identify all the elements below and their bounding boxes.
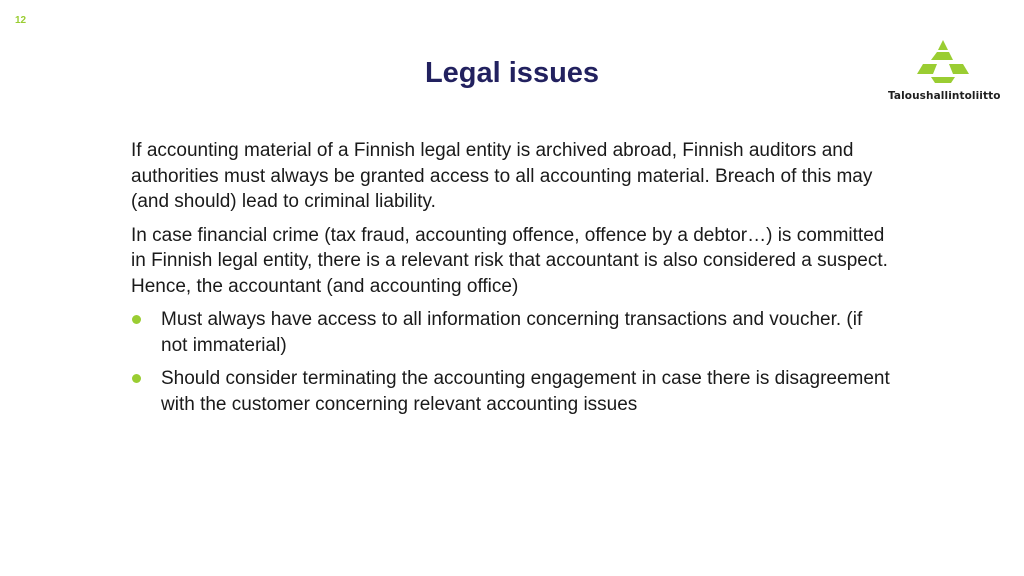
- body-paragraph: If accounting material of a Finnish legal entity is archived abroad, Finnish auditors and authorities must always be granted access to all accounting material. Breach of this may (and should) lead to criminal liability.: [131, 140, 873, 212]
- bullet-dot-icon: [132, 315, 141, 324]
- body-paragraph: In case financial crime (tax fraud, accounting offence, offence by a debtor…) is committed in Finnish legal entity, there is a relevant risk that accountant is also considered a suspect. Hence, the accountant (and accounting office): [131, 224, 888, 297]
- slide-body: [131, 138, 891, 425]
- bullet-list: [131, 307, 891, 417]
- slide-number: 12: [15, 15, 27, 26]
- logo-wordmark: Taloushallintoliitto: [888, 90, 1001, 102]
- taloushallintoliitto-logo-icon: [915, 38, 971, 84]
- bullet-text: Must always have access to all information concerning transactions and voucher. (if not immaterial): [161, 309, 863, 356]
- bullet-item: [131, 366, 891, 417]
- slide-title: Legal issues: [424, 57, 600, 89]
- bullet-dot-icon: [132, 374, 141, 383]
- bullet-text: Should consider terminating the accounting engagement in case there is disagreement with the customer concerning relevant accounting issues: [161, 368, 890, 415]
- organization-logo: [888, 36, 1001, 106]
- bullet-item: [131, 307, 891, 358]
